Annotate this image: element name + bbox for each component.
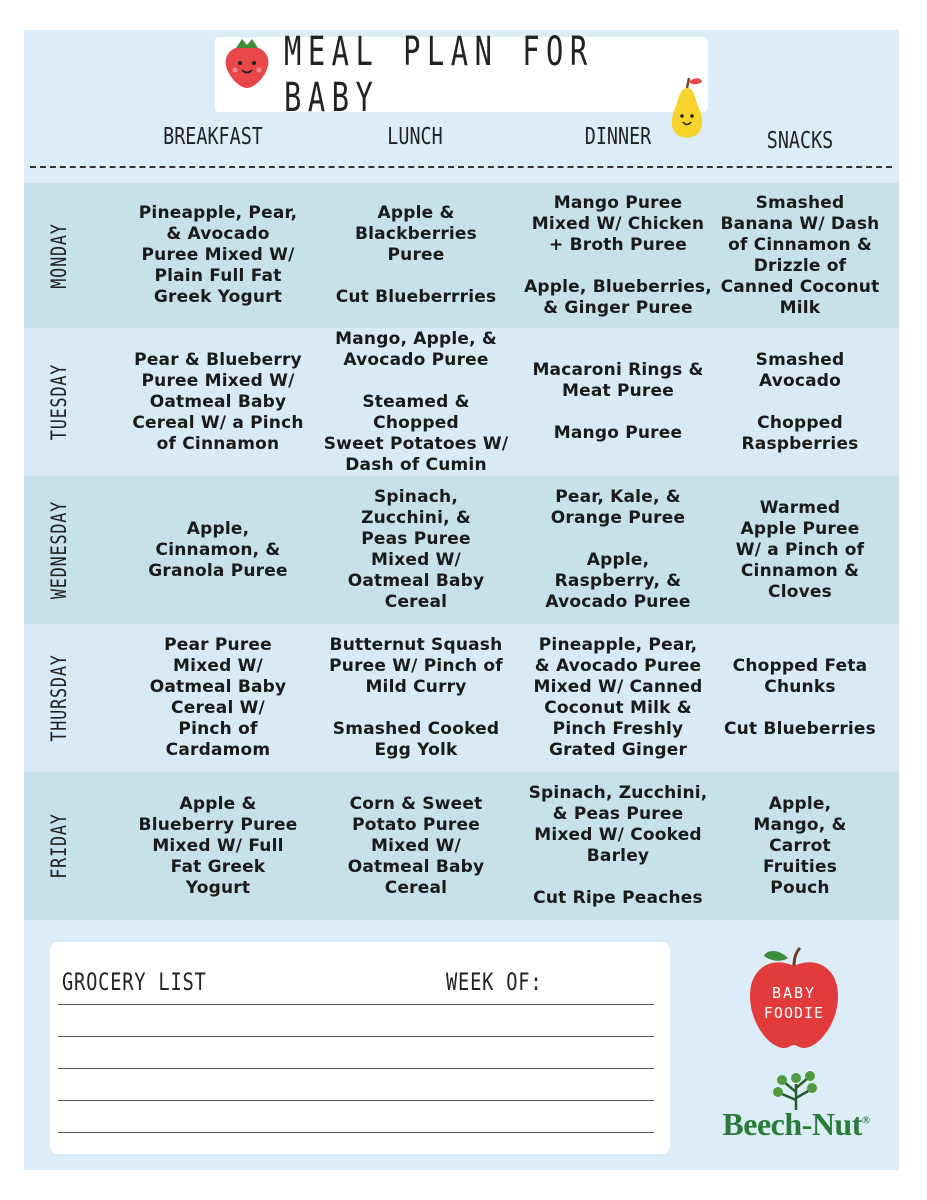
column-header-dinner: DINNER: [584, 124, 652, 150]
grocery-list-label: GROCERY LIST: [62, 968, 207, 996]
day-label: FRIDAY: [47, 813, 71, 879]
day-row-monday: [24, 183, 899, 328]
meal-cell-lunch: Mango, Apple, & Avocado Puree Steamed & Chopped Sweet Potatoes W/ Dash of Cumin: [323, 328, 509, 475]
grocery-line: [58, 1036, 654, 1037]
day-label: THURSDAY: [47, 654, 71, 742]
meal-cell-breakfast: Pear Puree Mixed W/ Oatmeal Baby Cereal W/ Pinch of Cardamom: [149, 635, 287, 760]
meal-cell-breakfast: Pear & Blueberry Puree Mixed W/ Oatmeal Baby Cereal W/ a Pinch of Cinnamon: [132, 349, 304, 454]
meal-cell-snacks: Smashed Avocado Chopped Raspberries: [741, 349, 859, 454]
meal-cell-dinner: Pineapple, Pear, & Avocado Puree Mixed W/ Canned Coconut Milk & Pinch Freshly Grated Ginger: [533, 635, 703, 760]
strawberry-icon: [222, 36, 272, 90]
meal-cell-dinner: Spinach, Zucchini, & Peas Puree Mixed W/ Cooked Barley Cut Ripe Peaches: [528, 783, 708, 908]
header-divider: [30, 166, 892, 168]
day-row-tuesday: [24, 328, 899, 476]
meal-cell-breakfast: Apple, Cinnamon, & Granola Puree: [148, 518, 288, 581]
grocery-list-box: [50, 942, 670, 1154]
grocery-line: [58, 1132, 654, 1133]
column-header-snacks: SNACKS: [766, 128, 834, 154]
beechnut-logo: [706, 1070, 886, 1150]
tree-icon: [766, 1070, 826, 1110]
meal-cell-snacks: Chopped Feta Chunks Cut Blueberries: [724, 656, 876, 739]
baby-foodie-line2: FOODIE: [763, 1004, 825, 1022]
grocery-line: [58, 1068, 654, 1069]
page-title: MEAL PLAN FOR BABY: [284, 28, 594, 121]
column-header-lunch: LUNCH: [387, 124, 443, 150]
meal-cell-dinner: Macaroni Rings & Meat Puree Mango Puree: [532, 360, 704, 443]
grocery-line: [58, 1100, 654, 1101]
meal-cell-breakfast: Apple & Blueberry Puree Mixed W/ Full Fat Greek Yogurt: [138, 793, 298, 898]
meal-cell-lunch: Butternut Squash Puree W/ Pinch of Mild Curry Smashed Cooked Egg Yolk: [329, 635, 503, 760]
column-header-breakfast: BREAKFAST: [163, 124, 263, 150]
day-row-friday: [24, 772, 899, 920]
meal-cell-dinner: Mango Puree Mixed W/ Chicken + Broth Puree Apple, Blueberries, & Ginger Puree: [524, 192, 712, 318]
title-banner: [215, 28, 708, 121]
meal-cell-lunch: Corn & Sweet Potato Puree Mixed W/ Oatmeal Baby Cereal: [347, 793, 485, 898]
beechnut-wordmark: Beech-Nut®: [722, 1106, 870, 1142]
meal-cell-breakfast: Pineapple, Pear, & Avocado Puree Mixed W/ Plain Full Fat Greek Yogurt: [138, 203, 298, 307]
meal-cell-lunch: Spinach, Zucchini, & Peas Puree Mixed W/ Oatmeal Baby Cereal: [347, 487, 485, 612]
day-row-thursday: [24, 624, 899, 772]
meal-cell-lunch: Apple & Blackberries Puree Cut Blueberrries: [335, 203, 497, 307]
day-row-wednesday: [24, 476, 899, 624]
apple-logo-icon: [744, 944, 844, 1054]
day-label: WEDNESDAY: [47, 500, 71, 600]
grocery-line: [58, 1004, 654, 1005]
week-of-label: WEEK OF:: [446, 968, 543, 996]
meal-cell-snacks: Apple, Mango, & Carrot Fruities Pouch: [753, 793, 847, 898]
day-label: TUESDAY: [47, 363, 71, 441]
baby-foodie-line1: BABY: [771, 984, 817, 1002]
meal-cell-snacks: Warmed Apple Puree W/ a Pinch of Cinnamon & Cloves: [735, 497, 865, 602]
meal-cell-dinner: Pear, Kale, & Orange Puree Apple, Raspberry, & Avocado Puree: [545, 487, 691, 612]
day-label: MONDAY: [47, 222, 71, 289]
meal-cell-snacks: Smashed Banana W/ Dash of Cinnamon & Drizzle of Canned Coconut Milk: [720, 192, 880, 318]
